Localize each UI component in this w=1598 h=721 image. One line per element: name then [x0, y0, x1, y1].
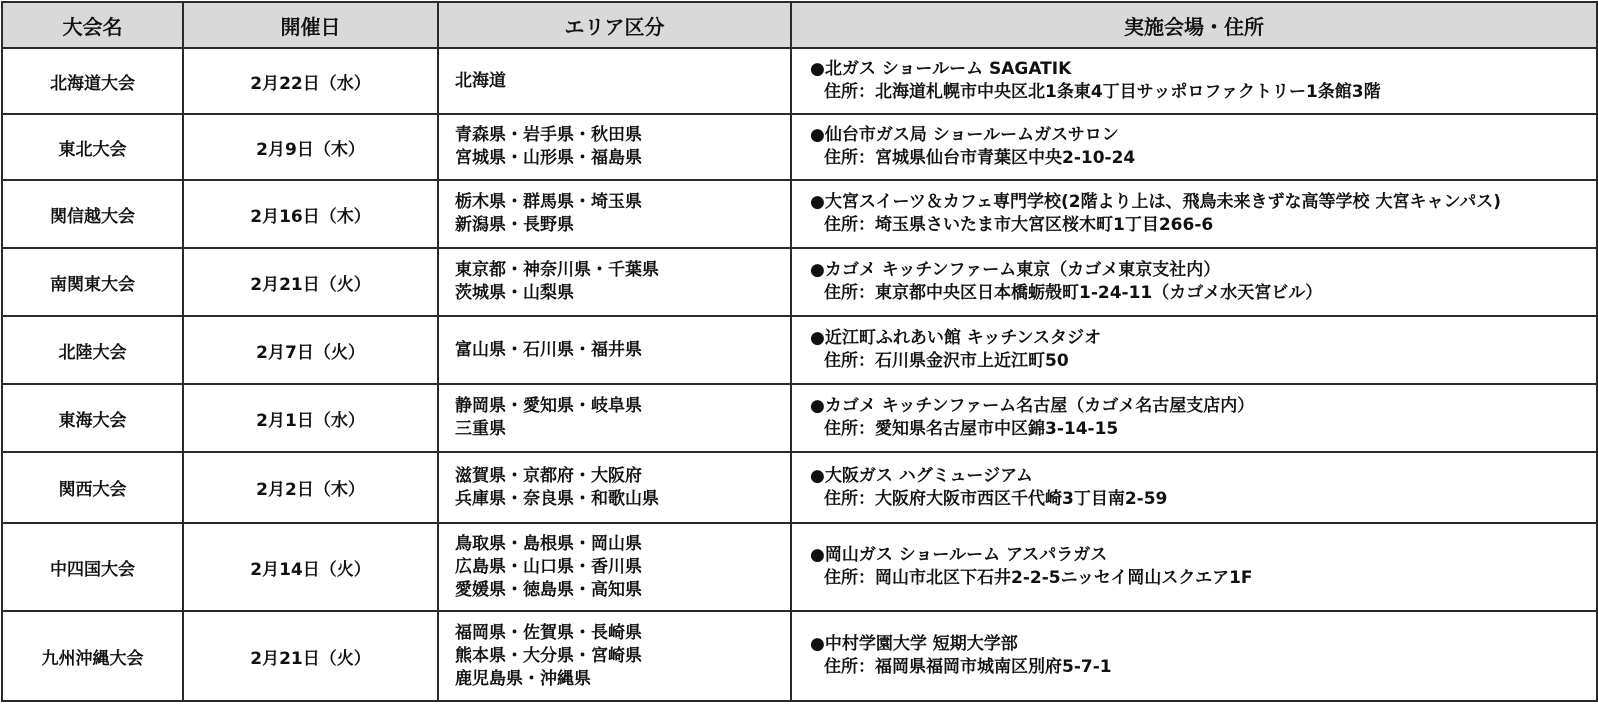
table-row: [2, 452, 1597, 523]
table-row: [2, 384, 1597, 452]
area-cell: [438, 523, 791, 611]
venue-name: ●大阪ガス ハグミュージアム: [810, 465, 1033, 486]
venue-address: 住所：東京都中央区日本橋蛎殻町1-24-11（カゴメ水天宮ビル）: [824, 283, 1323, 303]
area-line: 福岡県・佐賀県・長崎県: [455, 622, 642, 643]
area-cell: [438, 248, 791, 316]
table-row: [2, 316, 1597, 384]
venue-name: ●近江町ふれあい館 キッチンスタジオ: [810, 328, 1102, 348]
area-line: 青森県・岩手県・秋田県: [455, 125, 642, 145]
venue-name: ●岡山ガス ショールーム アスパラガス: [810, 545, 1108, 565]
header-venue: 実施会場・住所: [791, 2, 1597, 48]
header-date: 開催日: [183, 2, 438, 48]
tournament-name: 関信越大会: [2, 180, 183, 248]
venue-cell: [791, 384, 1597, 452]
venue-address: 住所：石川県金沢市上近江町50: [824, 351, 1069, 371]
event-date: 2月21日（火）: [183, 611, 438, 701]
event-date: 2月21日（火）: [183, 248, 438, 316]
venue-address: 住所：愛知県名古屋市中区錦3-14-15: [824, 419, 1119, 439]
area-line: 静岡県・愛知県・岐阜県: [455, 396, 642, 416]
venue-cell: [791, 180, 1597, 248]
area-line: 茨城県・山梨県: [455, 283, 574, 303]
area-cell: [438, 180, 791, 248]
table-row: [2, 48, 1597, 114]
area-line: 北海道: [455, 70, 506, 91]
venue-name: ●カゴメ キッチンファーム名古屋（カゴメ名古屋支店内）: [810, 396, 1255, 416]
venue-cell: [791, 114, 1597, 180]
venue-address: 住所：北海道札幌市中央区北1条東4丁目サッポロファクトリー1条館3階: [824, 82, 1381, 102]
area-line: 富山県・石川県・福井県: [455, 339, 642, 360]
venue-cell: [791, 452, 1597, 523]
area-line: 滋賀県・京都府・大阪府: [455, 465, 642, 486]
tournament-name: 東海大会: [2, 384, 183, 452]
area-cell: [438, 316, 791, 384]
venue-name: ●カゴメ キッチンファーム東京（カゴメ東京支社内）: [810, 260, 1221, 280]
tournament-name: 北陸大会: [2, 316, 183, 384]
venue-name: ●仙台市ガス局 ショールームガスサロン: [810, 125, 1119, 145]
area-line: 栃木県・群馬県・埼玉県: [455, 192, 642, 212]
table-row: [2, 523, 1597, 611]
venue-address: 住所：福岡県福岡市城南区別府5-7-1: [824, 657, 1112, 677]
area-line: 広島県・山口県・香川県: [455, 556, 642, 577]
event-date: 2月1日（水）: [183, 384, 438, 452]
venue-cell: [791, 523, 1597, 611]
event-date: 2月16日（木）: [183, 180, 438, 248]
table-row: [2, 248, 1597, 316]
area-line: 愛媛県・徳島県・高知県: [455, 579, 642, 600]
event-date: 2月9日（木）: [183, 114, 438, 180]
header-name: 大会名: [2, 2, 183, 48]
table-row: [2, 611, 1597, 701]
header-area: エリア区分: [438, 2, 791, 48]
venue-cell: [791, 611, 1597, 701]
table-row: [2, 180, 1597, 248]
tournament-name: 中四国大会: [2, 523, 183, 611]
tournament-name: 九州沖縄大会: [2, 611, 183, 701]
venue-name: ●中村学園大学 短期大学部: [810, 634, 1018, 654]
venue-name: ●大宮スイーツ＆カフェ専門学校(2階より上は、飛鳥未来きずな高等学校 大宮キャンパス): [810, 192, 1502, 212]
area-cell: [438, 114, 791, 180]
area-line: 鹿児島県・沖縄県: [455, 668, 591, 689]
area-cell: [438, 384, 791, 452]
table-row: [2, 114, 1597, 180]
venue-address: 住所：岡山市北区下石井2-2-5ニッセイ岡山スクエア1F: [824, 568, 1253, 588]
tournament-name: 南関東大会: [2, 248, 183, 316]
area-cell: [438, 611, 791, 701]
area-cell: [438, 48, 791, 114]
venue-address: 住所：大阪府大阪市西区千代崎3丁目南2-59: [824, 488, 1168, 509]
area-line: 三重県: [455, 419, 506, 439]
tournament-name: 関西大会: [2, 452, 183, 523]
venue-name: ●北ガス ショールーム SAGATIK: [810, 59, 1072, 79]
tournament-name: 東北大会: [2, 114, 183, 180]
schedule-table: [1, 1, 1598, 702]
venue-cell: [791, 48, 1597, 114]
venue-address: 住所：宮城県仙台市青葉区中央2-10-24: [824, 148, 1136, 168]
event-date: 2月14日（火）: [183, 523, 438, 611]
event-date: 2月22日（水）: [183, 48, 438, 114]
tournament-name: 北海道大会: [2, 48, 183, 114]
area-line: 新潟県・長野県: [455, 215, 574, 235]
venue-cell: [791, 248, 1597, 316]
area-line: 東京都・神奈川県・千葉県: [455, 260, 659, 280]
event-date: 2月2日（木）: [183, 452, 438, 523]
area-line: 熊本県・大分県・宮崎県: [455, 645, 642, 666]
area-line: 兵庫県・奈良県・和歌山県: [455, 488, 659, 509]
area-line: 宮城県・山形県・福島県: [455, 148, 642, 168]
event-date: 2月7日（火）: [183, 316, 438, 384]
area-line: 鳥取県・島根県・岡山県: [455, 533, 642, 554]
table-body: [2, 48, 1597, 701]
area-cell: [438, 452, 791, 523]
venue-address: 住所：埼玉県さいたま市大宮区桜木町1丁目266-6: [824, 215, 1214, 235]
venue-cell: [791, 316, 1597, 384]
header-row: [2, 2, 1597, 48]
